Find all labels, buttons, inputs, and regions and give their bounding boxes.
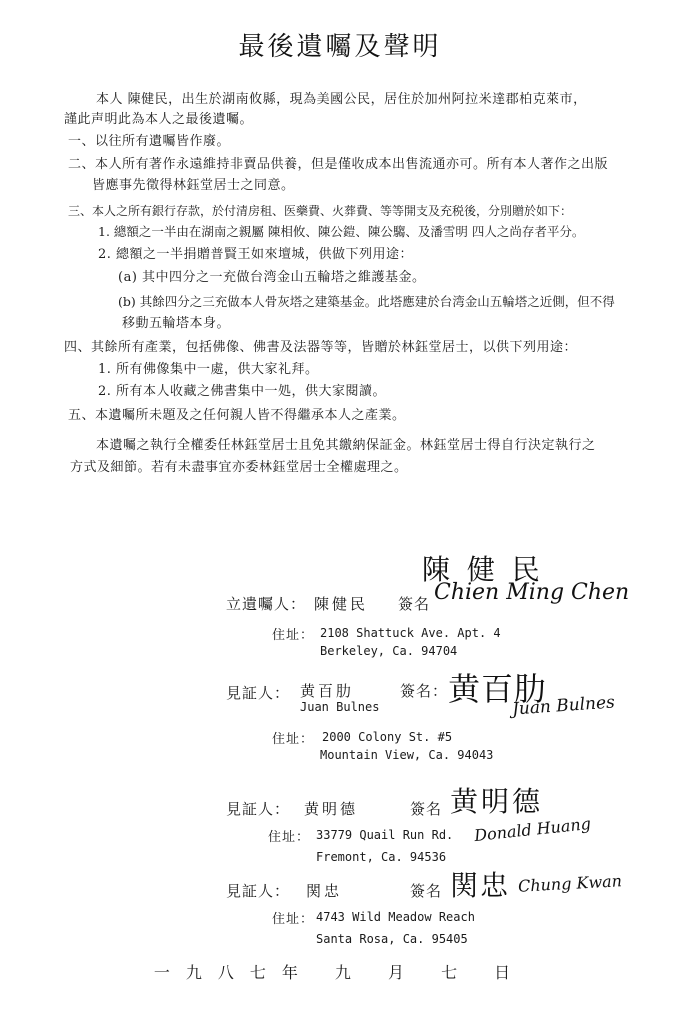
witness-2-sign-label: 簽名 — [410, 800, 443, 818]
witness-1-sign-label: 簽名： — [400, 682, 449, 700]
witness-2-signature-english: Donald Huang — [473, 813, 592, 846]
witness-1-signature-chinese: 黄百肋 — [448, 670, 548, 708]
testator-address-line-1: 2108 Shattuck Ave. Apt. 4 — [320, 626, 501, 640]
witness-3-signature-chinese: 関忠 — [450, 869, 511, 902]
clause-5: 五、本遺囑所未題及之任何親人皆不得繼承本人之產業。 — [68, 408, 406, 423]
witness-3-address-line-1: 4743 Wild Meadow Reach — [316, 910, 475, 924]
testator-signature-chinese: 陳 健 民 — [422, 553, 544, 586]
body-line-2: 謹此声明此為本人之最後遺囑。 — [64, 112, 254, 127]
clause-3: 三、本人之所有銀行存款，於付清房租、医藥費、火葬費、等等開支及充税後，分別贈於如下： — [68, 204, 573, 218]
witness-2-role-label: 見証人： — [226, 800, 291, 818]
witness-2-signature-chinese: 黄明德 — [450, 785, 544, 818]
clause-3-item-2: 2. 總額之一半捐贈普賢王如來壇城，供做下列用途： — [98, 247, 414, 262]
testator-role-label: 立遺囑人： — [226, 595, 307, 613]
witness-1-signature-english: Juan Bulnes — [511, 692, 616, 720]
clause-4: 四、其餘所有產業，包括佛像、佛書及法器等等，皆贈於林鈺堂居士，以供下列用途： — [64, 340, 578, 355]
clause-3-item-2a: (a) 其中四分之一充做台湾金山五輪塔之維護基金。 — [118, 270, 426, 285]
witness-3-signature-english: Chung Kwan — [517, 871, 623, 896]
witness-1-name-english: Juan Bulnes — [300, 700, 380, 714]
witness-3-address-label: 住址： — [272, 912, 315, 927]
body-line-1: 本人 陳健民，出生於湖南攸縣，現為美國公民，居住於加州阿拉米達郡柏克萊市， — [96, 92, 587, 107]
clause-4-item-2: 2. 所有本人收藏之佛書集中一処，供大家閱讀。 — [98, 384, 387, 399]
executor-line-1: 本遺囑之執行全權委任林鈺堂居士且免其繳納保証金。林鈺堂居士得自行決定執行之 — [96, 438, 596, 453]
witness-3-sign-label: 簽名 — [410, 882, 443, 900]
witness-1-address-label: 住址： — [272, 732, 315, 747]
witness-1-address-line-2: Mountain View, Ca. 94043 — [320, 748, 494, 762]
document-date: 一九八七年 九 月 七 日 — [153, 963, 527, 982]
witness-3-role-label: 見証人： — [226, 882, 291, 900]
executor-line-2: 方式及細節。若有未盡事宜亦委林鈺堂居士全權處理之。 — [70, 460, 408, 475]
clause-3-item-2b: (b) 其餘四分之三充做本人骨灰塔之建築基金。此塔應建於台湾金山五輪塔之近側，但不得 — [118, 294, 615, 309]
witness-3-address-line-2: Santa Rosa, Ca. 95405 — [316, 932, 468, 946]
witness-2-name: 黄明德 — [304, 800, 359, 818]
witness-1-role-label: 見証人： — [226, 684, 291, 702]
witness-2-address-line-1: 33779 Quail Run Rd. — [316, 828, 454, 842]
witness-1-address-line-1: 2000 Colony St. #5 — [322, 730, 453, 744]
testator-address-line-2: Berkeley, Ca. 94704 — [320, 644, 458, 658]
witness-2-address-line-2: Fremont, Ca. 94536 — [316, 850, 447, 864]
clause-4-item-1: 1. 所有佛像集中一處，供大家礼拜。 — [98, 362, 319, 377]
testator-sign-label: 簽名 — [398, 595, 431, 613]
document-title: 最後遺囑及聲明 — [238, 32, 442, 62]
clause-1: 一、以往所有遺囑皆作廢。 — [68, 134, 231, 149]
testator-signature-english: Chien Ming Chen — [434, 580, 630, 605]
witness-1-name: 黄百肋 — [300, 682, 355, 700]
clause-2: 二、本人所有著作永遠維持非賣品供養，但是僅收成本出售流通亦可。所有本人著作之出版 — [68, 157, 609, 172]
witness-3-name: 関忠 — [306, 882, 343, 900]
testator-address-label: 住址： — [272, 628, 315, 643]
clause-2-cont: 皆應事先徵得林鈺堂居士之同意。 — [92, 178, 295, 193]
clause-3-item-2b-cont: 移動五輪塔本身。 — [122, 316, 231, 331]
testator-name: 陳健民 — [314, 595, 369, 613]
clause-3-item-1: 1. 總額之一半由在湖南之親屬 陳相攸、陳公鎧、陳公騶、及潘雪明 四人之尚存者平分。 — [98, 224, 585, 239]
witness-2-address-label: 住址： — [268, 830, 311, 845]
